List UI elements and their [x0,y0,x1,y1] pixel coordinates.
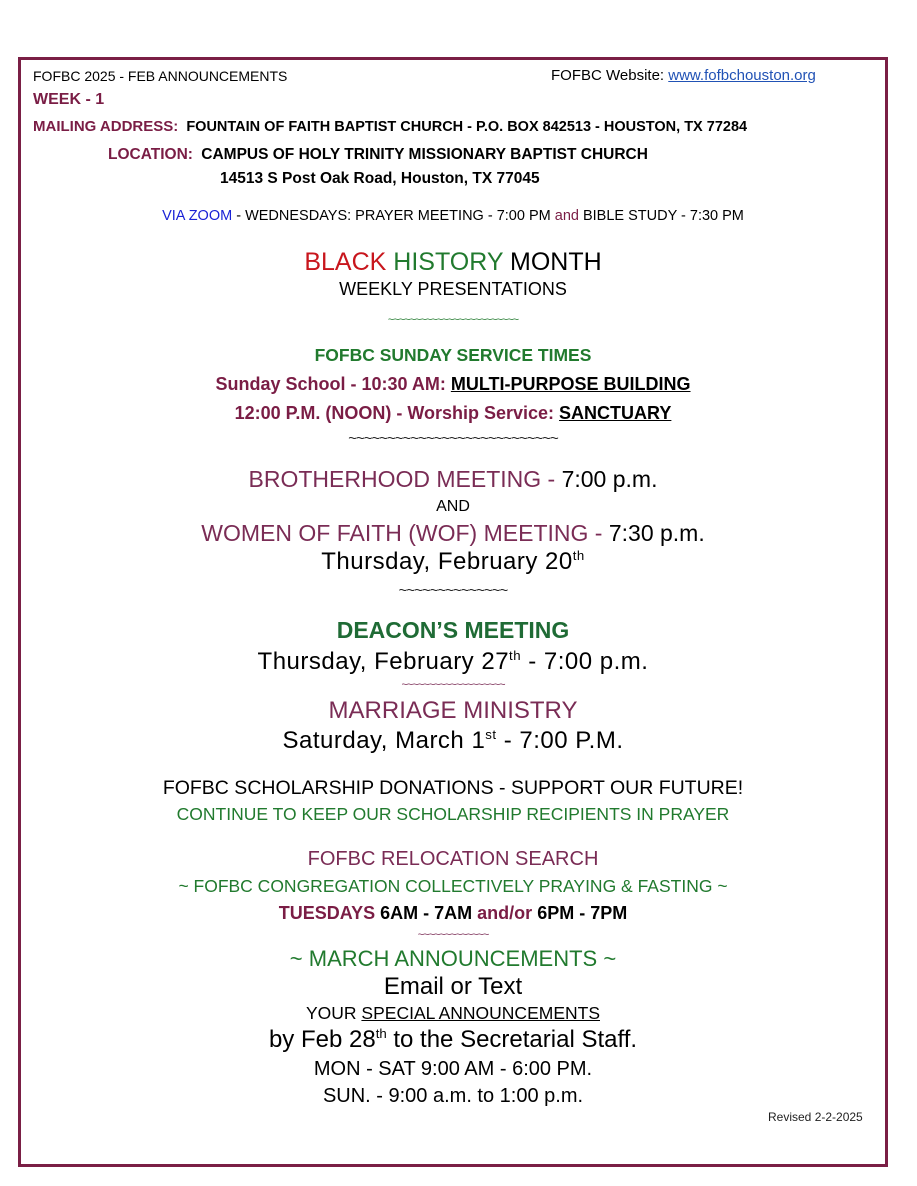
mailing-value: FOUNTAIN OF FAITH BAPTIST CHURCH - P.O. BOX 842513 - HOUSTON, TX 77284 [186,119,748,135]
meetings-date-main: Thursday, February 20 [321,548,573,575]
march-deadline-post: to the Secretarial Staff. [386,1026,638,1053]
relocation-times1: 6AM - 7AM [375,903,478,923]
zoom-and: and [554,208,579,224]
worship-service [18,403,888,424]
march-email: Email or Text [383,973,523,1000]
wof-meeting [18,520,888,547]
bhm-history: HISTORY [393,248,504,276]
relocation-tuesdays: TUESDAYS [278,903,376,923]
marriage-title: MARRIAGE MINISTRY [328,697,578,724]
worship-label: 12:00 P.M. (NOON) - Worship Service: [234,403,555,423]
website-link[interactable]: www.fofbchouston.org [668,67,816,84]
deacon-date-sup: th [509,648,522,663]
location-label: LOCATION: [108,146,193,163]
sunday-school-place: MULTI-PURPOSE BUILDING [450,374,691,394]
website-line [551,67,816,84]
relocation-title: FOFBC RELOCATION SEARCH [307,848,599,870]
location-line2: 14513 S Post Oak Road, Houston, TX 77045 [220,170,540,187]
bhm-subtitle: WEEKLY PRESENTATIONS [339,279,567,299]
march-special-pre: YOUR [305,1003,362,1023]
scholarship-line1: FOFBC SCHOLARSHIP DONATIONS - SUPPORT OUR FUTURE! [162,777,744,799]
march-special [18,1003,888,1024]
service-title: FOFBC SUNDAY SERVICE TIMES [314,345,592,365]
relocation-sub: ~ FOFBC CONGREGATION COLLECTIVELY PRAYING & FASTING ~ [178,876,728,896]
zoom-prayer: - WEDNESDAYS: PRAYER MEETING - 7:00 PM [232,208,555,224]
marriage-date [18,727,888,755]
marriage-time: - 7:00 P.M. [496,727,624,754]
brotherhood-meeting [18,466,888,493]
deacon-title: DEACON’S MEETING [336,617,570,643]
wof-time: 7:30 p.m. [608,520,705,546]
week-label: WEEK - 1 [33,91,105,108]
scholarship-line2: CONTINUE TO KEEP OUR SCHOLARSHIP RECIPIENTS IN PRAYER [176,804,730,824]
wof-label: WOMEN OF FAITH (WOF) MEETING - [201,520,609,546]
meetings-and: AND [436,498,470,515]
location-line1: CAMPUS OF HOLY TRINITY MISSIONARY BAPTIST CHURCH [201,146,648,163]
deacon-date-main: Thursday, February 27 [257,648,510,675]
office-hours-weekday: MON - SAT 9:00 AM - 6:00 PM. [313,1058,593,1080]
mailing-address [33,118,747,135]
meetings-divider: ~~~~~~~~~~~~~~ [398,582,508,599]
bhm-divider: ~~~~~~~~~~~~~~~~~~~~~~~~ [387,314,519,326]
marriage-date-sup: st [485,727,497,742]
revised-date: Revised 2-2-2025 [768,1110,863,1124]
mailing-label: MAILING ADDRESS: [33,118,179,135]
bhm-month: MONTH [510,248,602,276]
march-title: ~ MARCH ANNOUNCEMENTS ~ [289,946,617,971]
deacon-divider: ~~~~~~~~~~~~~~~~~~~ [401,679,505,691]
announcement-title: FOFBC 2025 - FEB ANNOUNCEMENTS [33,68,288,84]
bhm-title [18,248,888,277]
worship-place: SANCTUARY [559,403,672,423]
marriage-date-main: Saturday, March 1 [282,727,486,754]
deacon-time: - 7:00 p.m. [521,648,649,675]
zoom-label: VIA ZOOM [162,208,233,224]
brotherhood-time: 7:00 p.m. [561,466,658,492]
deacon-date [18,648,888,676]
meetings-date-sup: th [572,548,585,563]
office-hours-sunday: SUN. - 9:00 a.m. to 1:00 p.m. [322,1085,584,1107]
march-deadline-sup: th [375,1026,387,1041]
relocation-times [18,903,888,924]
location [108,146,648,164]
relocation-divider: ~~~~~~~~~~~~~ [417,929,489,941]
march-deadline [18,1026,888,1054]
relocation-andor: and/or [477,903,533,923]
march-deadline-pre: by Feb 28 [268,1026,376,1053]
bhm-black: BLACK [304,248,387,276]
website-label: FOFBC Website: [551,67,665,84]
sunday-school [18,374,888,395]
service-divider: ~~~~~~~~~~~~~~~~~~~~~~~~~~~ [348,430,558,447]
zoom-bible: BIBLE STUDY - 7:30 PM [578,208,744,224]
relocation-times2: 6PM - 7PM [532,903,628,923]
march-special-u: SPECIAL ANNOUNCEMENTS [361,1003,600,1023]
sunday-school-label: Sunday School - 10:30 AM: [215,374,446,394]
meetings-date [18,548,888,576]
brotherhood-label: BROTHERHOOD MEETING - [248,466,562,492]
zoom-line [18,208,888,224]
